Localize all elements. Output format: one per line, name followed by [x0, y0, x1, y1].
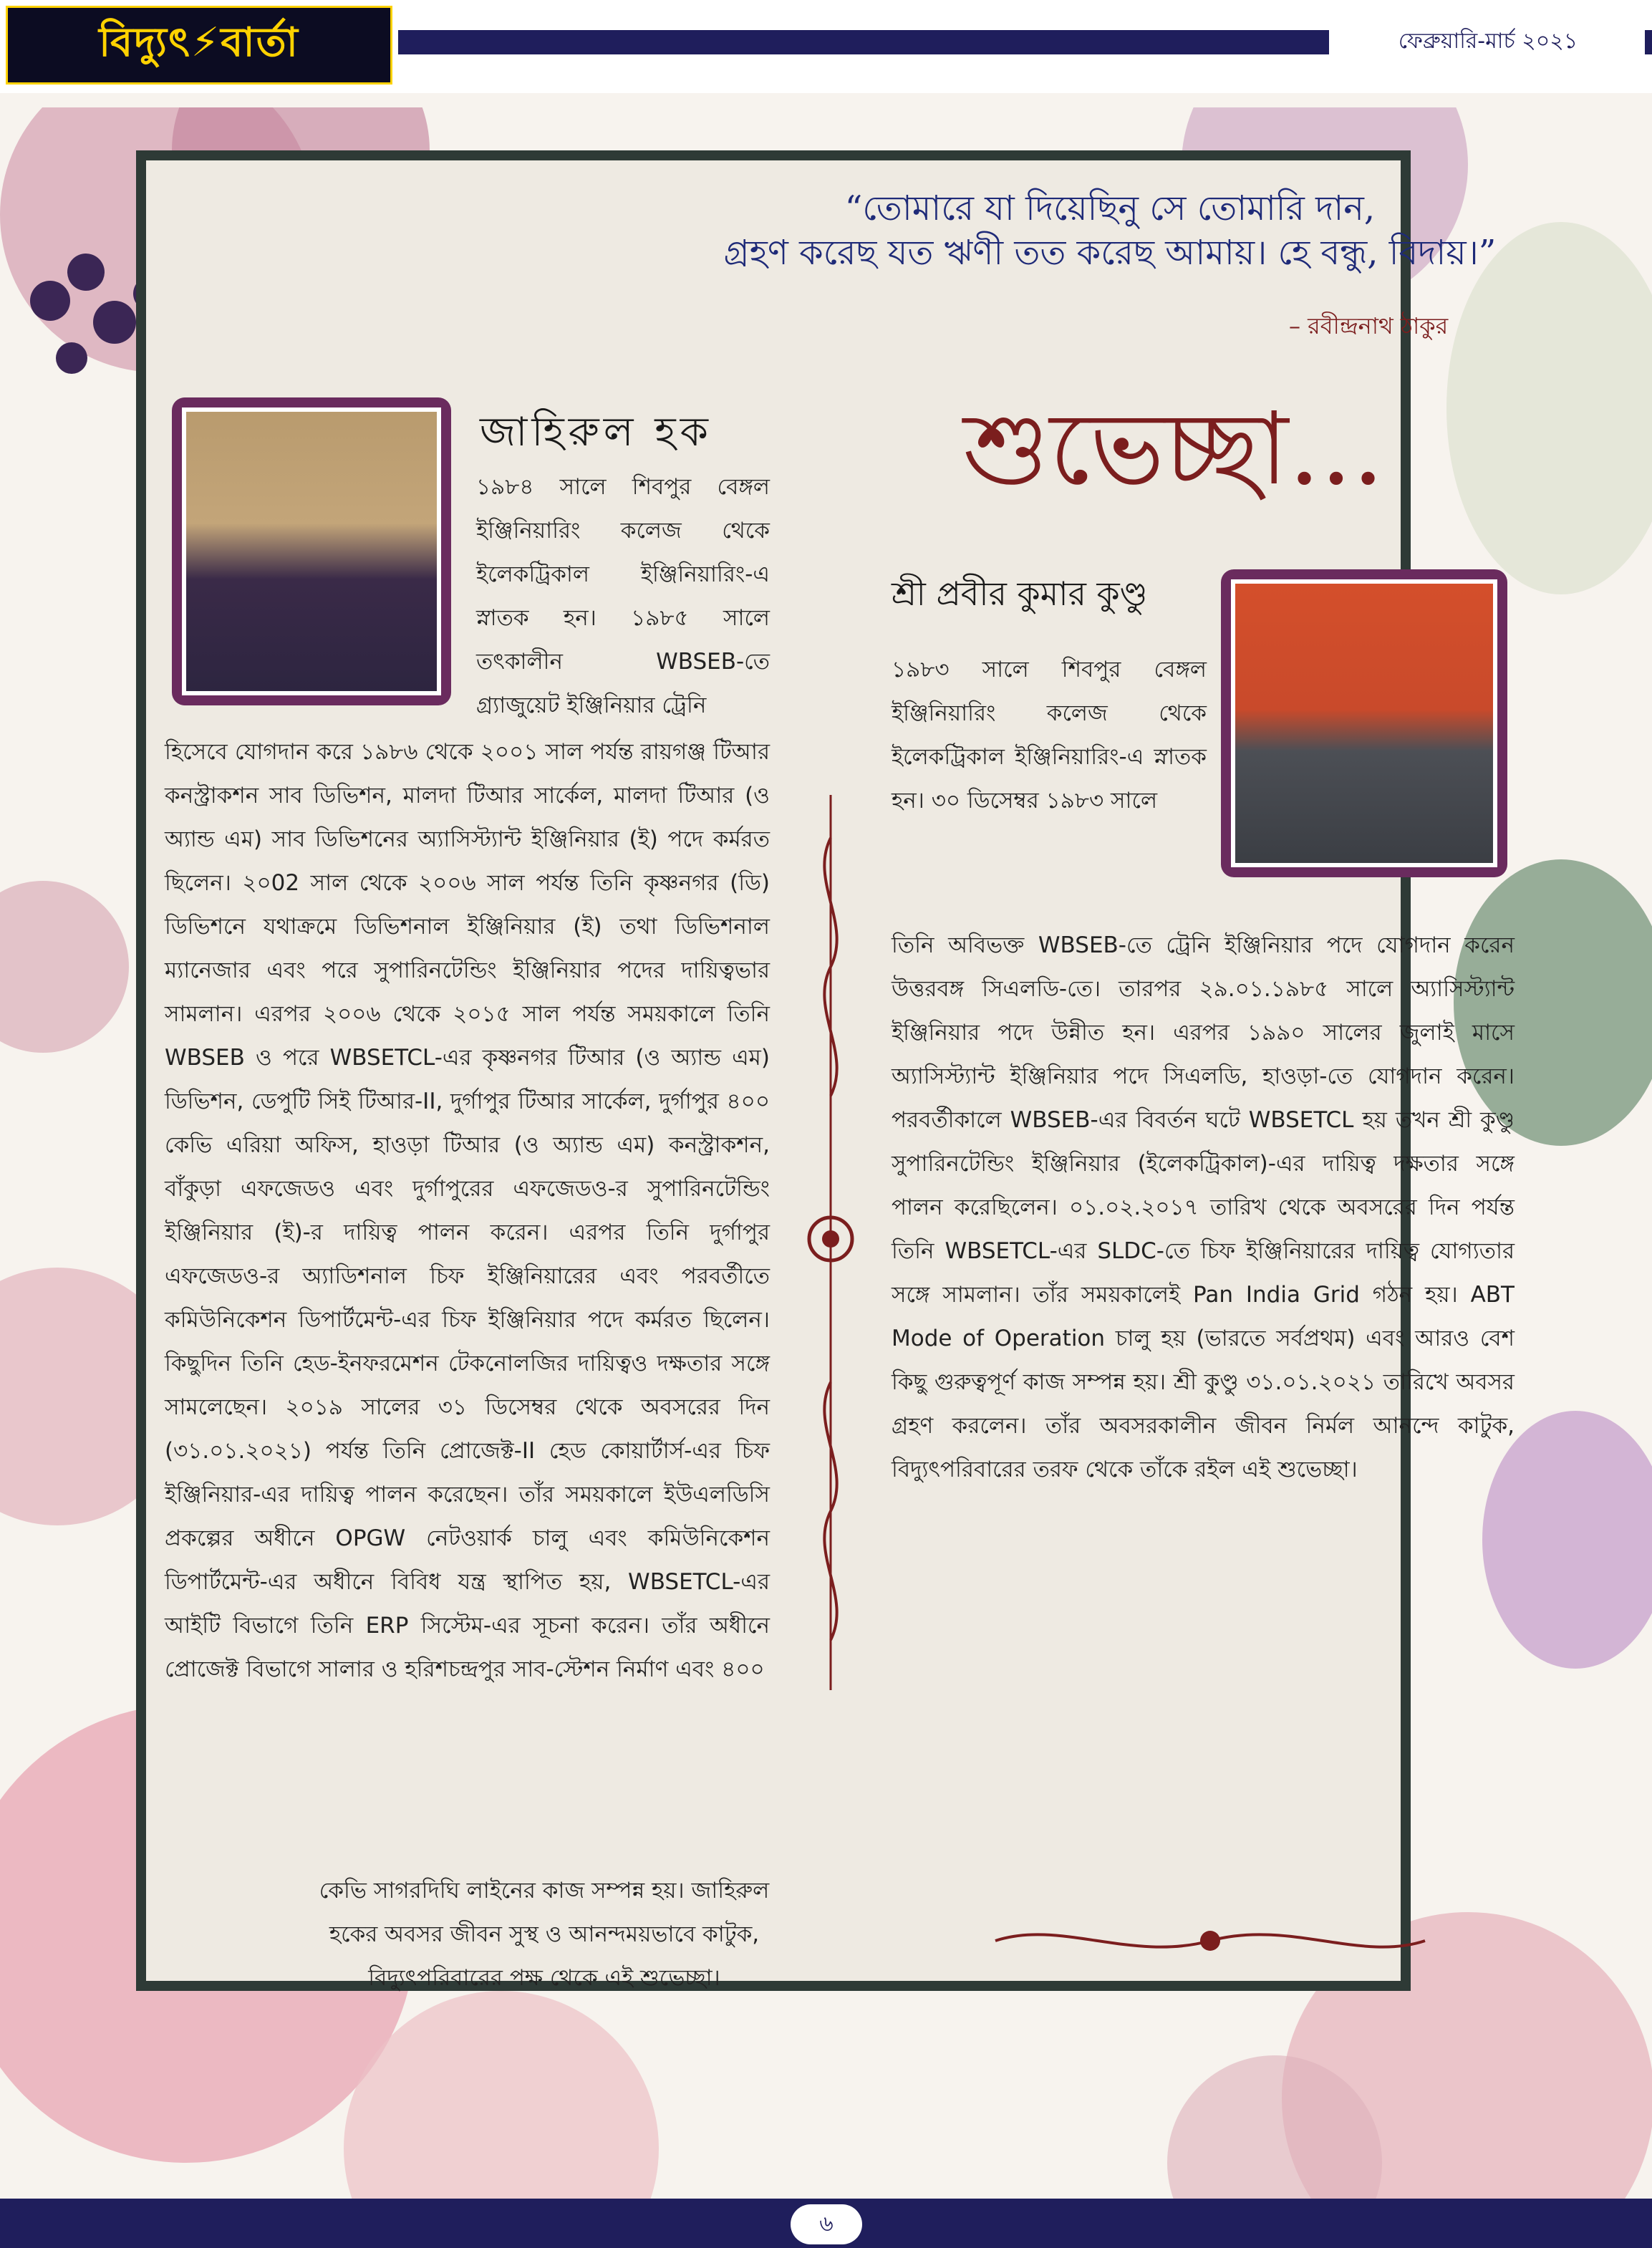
photo-placeholder [182, 407, 441, 695]
person1-text-a: ১৯৮৪ সালে শিবপুর বেঙ্গল ইঞ্জিনিয়ারিং কলেজ থেকে ইলেকট্রিকাল ইঞ্জিনিয়ারিং-এ স্নাতক হন। ১৯৮৫ সালে তৎকালীন WBSEB-তে গ্র্যাজুয়েট ইঞ্জিনিয়ার ট্রেনি [476, 474, 770, 718]
portrait-zahirul-haque [172, 397, 451, 705]
quote [573, 186, 1647, 276]
person2-name: শ্রী প্রবীর কুমার কুণ্ডু [892, 574, 1148, 613]
issue-date: ফেব্রুয়ারি-মার্চ ২০২১ [1398, 28, 1578, 54]
quote-author: – রবীন্দ্রনাথ ঠাকুর [1289, 312, 1449, 339]
ornamental-divider [802, 795, 859, 1690]
person2-text-a: ১৯৮৩ সালে শিবপুর বেঙ্গল ইঞ্জিনিয়ারিং কলেজ থেকে ইলেকট্রিকাল ইঞ্জিনিয়ারিং-এ স্নাতক হন। ৩০ ডিসেম্বর ১৯৮৩ সালে [892, 657, 1207, 814]
quote-line-2: গ্রহণ করেছ যত ঋণী তত করেছ আমায়। হে বন্ধু, বিদায়।” [723, 233, 1497, 274]
person1-name: জাহিরুল হক [480, 409, 713, 455]
page-number: ৬ [791, 2204, 862, 2244]
page-header [0, 0, 1652, 93]
header-rule-end [1645, 30, 1652, 54]
greeting-title: শুভেচ্ছা... [963, 391, 1384, 508]
ornament [988, 1919, 1432, 1962]
person2-text-b: তিনি অবিভক্ত WBSEB-তে ট্রেনি ইঞ্জিনিয়ার পদে যোগদান করেন উত্তরবঙ্গ সিএলডি-তে। তারপর ২৯.০১.১৯৮৫ সালে অ্যাসিস্ট্যান্ট ইঞ্জিনিয়ার পদে উন্নীত হন। এরপর ১৯৯০ সালের জুলাই মাসে অ্যাসিস্ট্যান্ট ইঞ্জিনিয়ার পদে সিএলডি, হাওড়া-তে যোগদান করেন। পরবর্তীকালে WBSEB-এর বিবর্তন ঘটে WBSETCL হয় তখন শ্রী কুণ্ডু সুপারিনটেন্ডিং ইঞ্জিনিয়ার (ইলেকট্রিকাল)-এর দায়িত্ব দক্ষতার সঙ্গে পালন করেছিলেন। ০১.০২.২০১৭ তারিখ থেকে অবসরের দিন পর্যন্ত তিনি WBSETCL-এর SLDC-তে চিফ ইঞ্জিনিয়ারের দায়িত্ব যোগ্যতার সঙ্গে সামলান। তাঁর সময়কালেই Pan India Grid গঠন হয়। ABT Mode of Operation চালু হয় (ভারতে সর্বপ্রথম) এবং আরও বেশ কিছু গুরুত্বপূর্ণ কাজ সম্পন্ন হয়। শ্রী কুণ্ডু ৩১.০১.২০২১ তারিখে অবসর গ্রহণ করলেন। তাঁর অবসরকালীন জীবন নির্মল আনন্দে কাটুক, বিদ্যুৎপরিবারের তরফ থেকে তাঁকে রইল এই শুভেচ্ছা। [892, 932, 1515, 1482]
header-rule [398, 30, 1329, 54]
person1-text-b: হিসেবে যোগদান করে ১৯৮৬ থেকে ২০০১ সাল পর্যন্ত রায়গঞ্জ টিআর কনস্ট্রাকশন সাব ডিভিশন, মালদা টিআর সার্কেল, মালদা টিআর (ও অ্যান্ড এম) সাব ডিভিশনের অ্যাসিস্ট্যান্ট ইঞ্জিনিয়ার (ই) পদে কর্মরত ছিলেন। ২০02 সাল থেকে ২০০৬ সাল পর্যন্ত তিনি কৃষ্ণনগর (ডি) ডিভিশনে যথাক্রমে ডিভিশনাল ইঞ্জিনিয়ার (ই) তথা ডিভিশনাল ম্যানেজার এবং পরে সুপারিনটেন্ডিং ইঞ্জিনিয়ার পদের দায়িত্বভার সামলান। এরপর ২০০৬ থেকে ২০১৫ সাল পর্যন্ত সময়কালে তিনি WBSEB ও পরে WBSETCL-এর কৃষ্ণনগর টিআর (ও অ্যান্ড এম) ডিভিশন, ডেপুটি সিই টিআর-II, দুর্গাপুর টিআর সার্কেল, দুর্গাপুর ৪০০ কেভি এরিয়া অফিস, হাওড়া টিআর (ও অ্যান্ড এম) কনস্ট্রাকশন, বাঁকুড়া এফজেডও এবং দুর্গাপুরের এফজেডও-র সুপারিনটেন্ডিং ইঞ্জিনিয়ার (ই)-র দায়িত্ব পালন করেন। এরপর তিনি দুর্গাপুর এফজেডও-র অ্যাডিশনাল চিফ ইঞ্জিনিয়ারের এবং পরবর্তীতে কমিউনিকেশন ডিপার্টমেন্ট-এর চিফ ইঞ্জিনিয়ার পদে কর্মরত ছিলেন। কিছুদিন তিনি হেড-ইনফরমেশন টেকনোলজির দায়িত্বও দক্ষতার সঙ্গে সামলেছেন। ২০১৯ সালের ৩১ ডিসেম্বর থেকে অবসরের দিন (৩১.০১.২০২১) পর্যন্ত তিনি প্রোজেক্ট-II হেড কোয়ার্টার্স-এর চিফ ইঞ্জিনিয়ার-এর দায়িত্ব পালন করেছেন। তাঁর সময়কালে ইউএলডিসি প্রকল্পের অধীনে OPGW নেটওয়ার্ক চালু এবং কমিউনিকেশন ডিপার্টমেন্ট-এর অধীনে বিবিধ যন্ত্র স্থাপিত হয়, WBSETCL-এর আইটি বিভাগে তিনি ERP সিস্টেম-এর সূচনা করেন। তাঁর অধীনে প্রোজেক্ট বিভাগে সালার ও হরিশচন্দ্রপুর সাব-স্টেশন নির্মাণ এবং ৪০০ [165, 739, 770, 1682]
magazine-logo: বিদ্যুৎ⚡বার্তা [6, 6, 392, 85]
person1-text-c: কেভি সাগরদিঘি লাইনের কাজ সম্পন্ন হয়। জাহিরুল হকের অবসর জীবন সুস্থ ও আনন্দময়ভাবে কাটুক, বিদ্যুৎপরিবারের পক্ষ থেকে এই শুভেচ্ছা। [319, 1878, 770, 1991]
quote-line-1: “তোমারে যা দিয়েছিনু সে তোমারি দান, [844, 188, 1376, 228]
photo-placeholder [1231, 579, 1497, 867]
portrait-prabir-kundu [1221, 569, 1507, 877]
